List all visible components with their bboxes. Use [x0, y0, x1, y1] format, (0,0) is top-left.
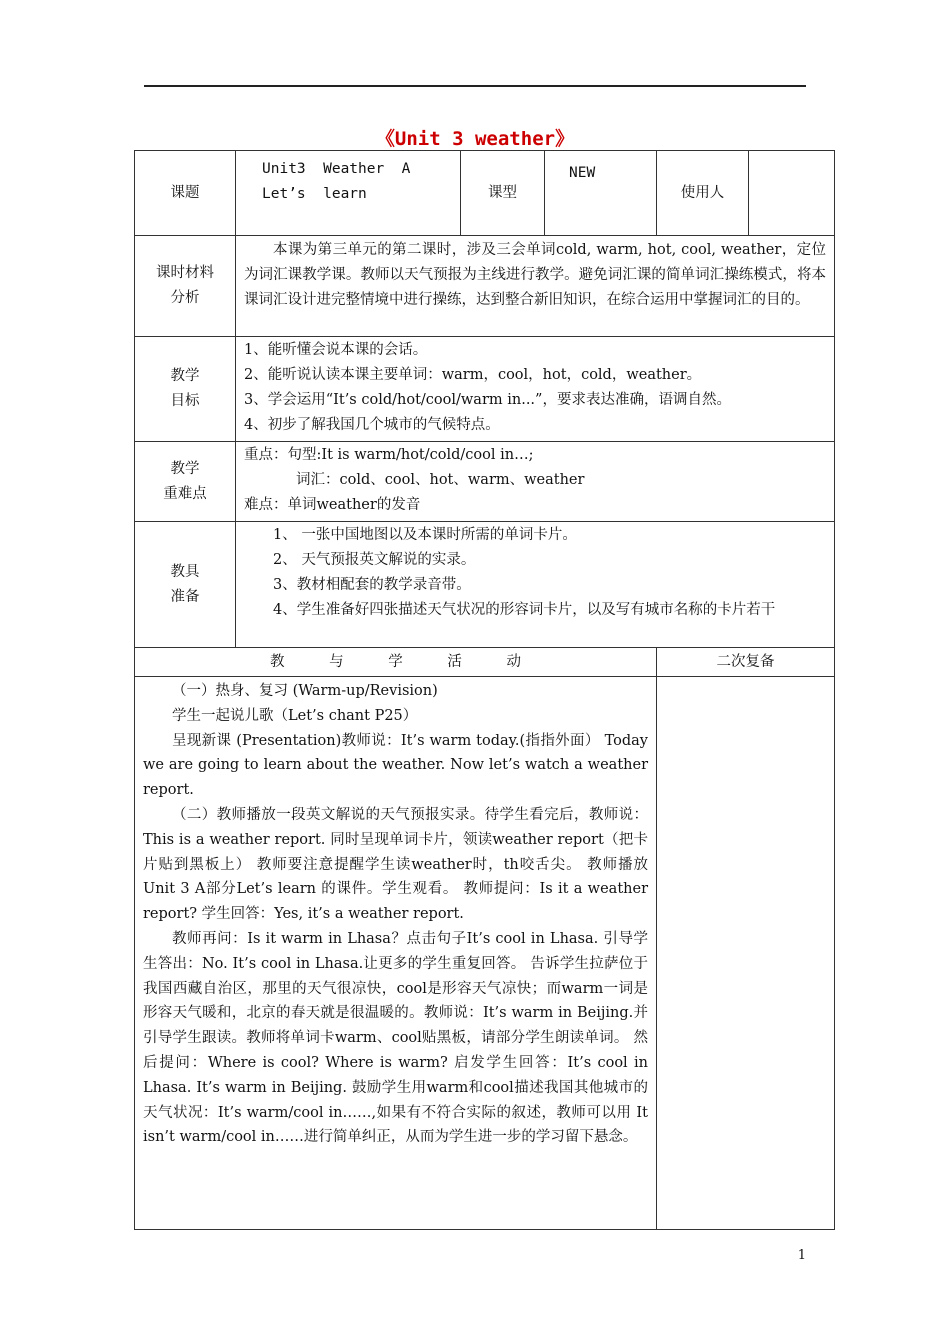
activity-paragraph: 教师再问：Is it warm in Lhasa？点击句子It’s cool in Lhasa. 引导学生答出：No. It’s cool in Lhasa.让更多的学生重复回答。 告诉学生拉萨位于我国西藏自治区，那里的天气很凉快，cool是形容天气凉快；而warm一词是形容天气暖和，北京的春天就是很温暖的。教师说：It’s warm in Beijing.并引导学生跟读。教师将单词卡warm、cool贴黑板，请部分学生朗读单词。 然后提问：Where is cool? Where is warm? 启发学生回答：It’s cool in Lhasa. It’s warm in Beijing. 鼓励学生用warm和cool描述我国其他城市的天气状况：It’s warm/cool in……,如果有不符合实际的叙述，教师可以用 It isn’t warm/cool in……进行简单纠正，从而为学生进一步的学习留下悬念。 — [143, 930, 648, 1146]
goal-item: 4、初步了解我国几个城市的气候特点。 — [244, 417, 500, 433]
subject-line-2: Let’s learn — [262, 186, 367, 202]
activity-paragraph: 呈现新课 (Presentation)教师说：It’s warm today.(指指外面） Today we are going to learn about the weather. Now let’s watch a weather report. — [143, 732, 648, 799]
analysis-text: 本课为第三单元的第二课时，涉及三会单词cold, warm, hot, cool, weather，定位为词汇课教学课。教师以天气预报为主线进行教学。避免词汇课的简单词汇操练模式，将本课词汇设计进完整情境中进行操练，达到整合新旧知识，在综合运用中掌握词汇的目的。 — [236, 236, 835, 337]
activity-paragraph: （二）教师播放一段英文解说的天气预报实录。待学生看完后，教师说：This is a weather report. 同时呈现单词卡片，领读weather report（把卡片贴到黑板上） 教师要注意提醒学生读weather时，th咬舌尖。 教师播放Unit 3 A部分Let’s learn 的课件。学生观看。 教师提问：Is it a weather report? 学生回答：Yes, it’s a weather report. — [143, 806, 648, 923]
page-number: 1 — [797, 1248, 806, 1263]
material-item: 3、教材相配套的教学录音带。 — [273, 577, 471, 593]
key-point-words: 词汇：cold、cool、hot、warm、weather — [296, 472, 585, 488]
key-point-sentence: 重点：句型:It is warm/hot/cold/cool in…; — [244, 447, 534, 463]
activity-body-row — [135, 677, 835, 1230]
user-value — [749, 151, 835, 236]
activity-body — [135, 677, 657, 1230]
subject-value — [236, 151, 461, 236]
goals-row — [135, 337, 835, 442]
header-rule — [144, 85, 806, 87]
material-item: 2、 天气预报英文解说的实录。 — [273, 552, 476, 568]
activity-header-row — [135, 648, 835, 677]
goal-item: 1、能听懂会说本课的会话。 — [244, 342, 428, 358]
subject-row — [135, 151, 835, 236]
subject-label: 课题 — [135, 151, 236, 236]
type-label: 课型 — [461, 151, 545, 236]
goal-item: 3、学会运用“It’s cold/hot/cool/warm in...”，要求表达准确，语调自然。 — [244, 392, 731, 408]
materials-row — [135, 522, 835, 648]
difficult-point: 难点：单词weather的发音 — [244, 497, 421, 513]
review-header: 二次复备 — [657, 648, 835, 677]
key-points-row — [135, 442, 835, 522]
material-item: 4、学生准备好四张描述天气状况的形容词卡片，以及写有城市名称的卡片若干 — [273, 602, 776, 618]
analysis-row — [135, 236, 835, 337]
key-points-label: 教学 重难点 — [135, 442, 236, 522]
activity-paragraph: 学生一起说儿歌（Let’s chant P25） — [172, 707, 418, 724]
materials-label: 教具 准备 — [135, 522, 236, 648]
materials-list — [236, 522, 835, 648]
activity-header: 教 与 学 活 动 — [135, 648, 657, 677]
subject-line-1: Unit3 Weather A — [262, 161, 411, 177]
key-points-text — [236, 442, 835, 522]
review-notes-cell — [657, 677, 835, 1230]
type-value: NEW — [545, 151, 657, 236]
user-label: 使用人 — [657, 151, 749, 236]
material-item: 1、 一张中国地图以及本课时所需的单词卡片。 — [273, 527, 577, 543]
analysis-label: 课时材料 分析 — [135, 236, 236, 337]
document-title: 《Unit 3 weather》 — [375, 128, 575, 150]
goal-item: 2、能听说认读本课主要单词：warm，cool，hot，cold，weather。 — [244, 367, 702, 383]
goals-label: 教学 目标 — [135, 337, 236, 442]
activity-paragraph: （一）热身、复习 (Warm-up/Revision) — [172, 683, 438, 699]
lesson-plan-table — [134, 150, 835, 1230]
goals-list — [236, 337, 835, 442]
